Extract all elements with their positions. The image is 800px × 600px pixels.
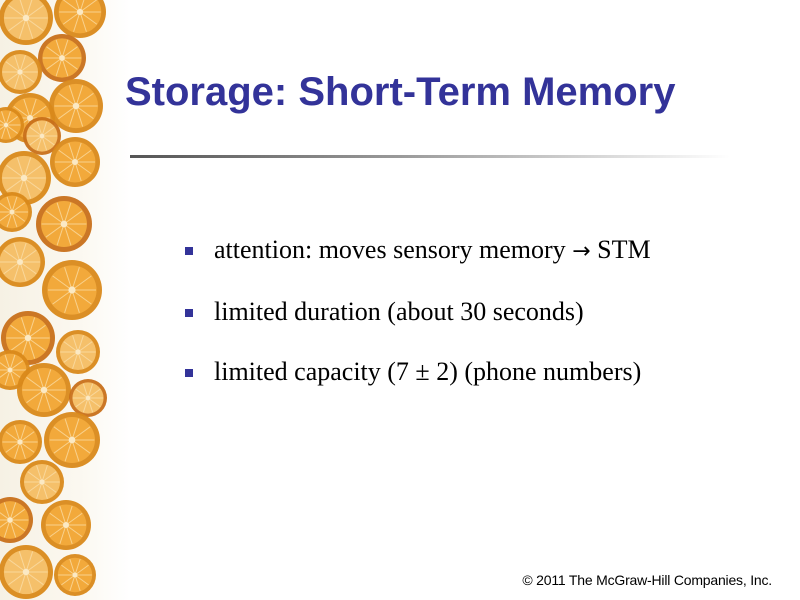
orange-slice [20,460,64,504]
orange-slice [0,237,45,287]
orange-slice [69,379,107,417]
bullet-item-duration [185,294,705,330]
bullet-text-tail: STM [590,235,651,264]
orange-slice [38,34,86,82]
orange-slice [0,0,53,45]
orange-slice [50,137,100,187]
slide-title: Storage: Short-Term Memory [125,70,676,114]
orange-slice [0,420,42,464]
orange-slices-image [0,0,130,600]
title-divider [130,155,730,158]
orange-slice [42,260,102,320]
orange-slice [0,545,53,599]
bullet-list [185,232,705,414]
square-bullet-icon [185,309,193,317]
orange-slice [54,554,96,596]
orange-slice [56,330,100,374]
orange-slice [0,50,42,94]
orange-slice [0,497,33,543]
copyright-notice: © 2011 The McGraw-Hill Companies, Inc. [522,572,772,588]
orange-slice [36,196,92,252]
square-bullet-icon [185,369,193,377]
bullet-text: limited capacity (7 ± 2) (phone numbers) [214,357,642,386]
bullet-item-attention [185,232,705,270]
orange-slices-decoration [0,0,130,600]
bullet-text: attention: moves sensory memory [214,235,573,264]
orange-slice [17,363,71,417]
right-arrow-icon: → [572,239,591,264]
orange-slice [41,500,91,550]
bullet-text: limited duration (about 30 seconds) [214,297,584,326]
bullet-item-capacity [185,354,705,390]
square-bullet-icon [185,247,193,255]
orange-slice [54,0,106,38]
orange-slice [44,412,100,468]
